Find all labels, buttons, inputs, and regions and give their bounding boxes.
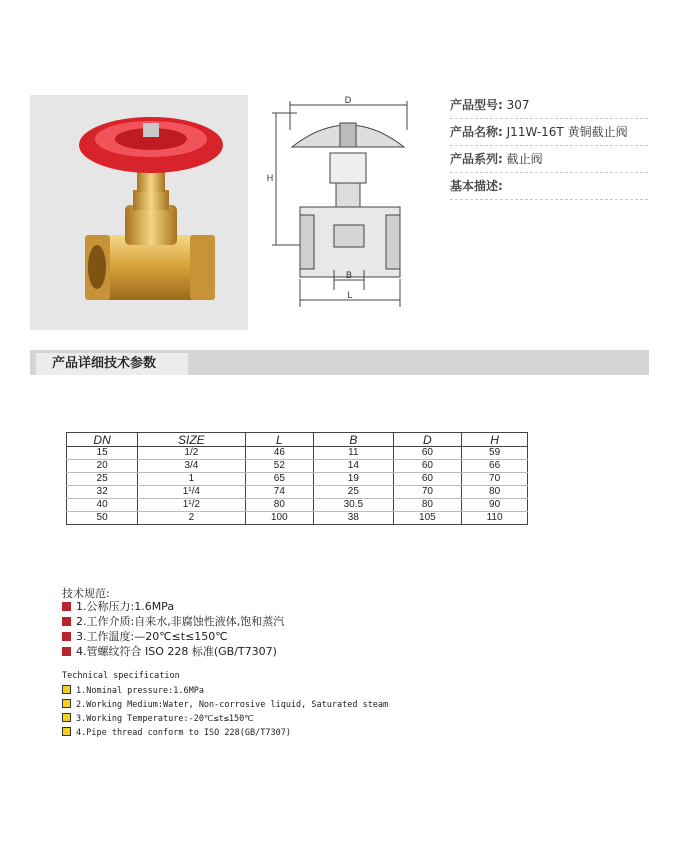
table-header-row [67,433,528,447]
table-cell: 59 [462,447,528,460]
table-cell: 1¹/2 [138,499,245,512]
table-cell: 65 [245,473,314,486]
table-cell: 30.5 [314,499,393,512]
table-cell: 1¹/4 [138,486,245,499]
en-spec-text: 1.Nominal pressure:1.6MPa [76,686,204,696]
table-cell: 100 [245,512,314,525]
en-spec-text: 3.Working Temperature:-20℃≤t≤150℃ [76,714,254,724]
dim-label-l: L [347,290,353,300]
list-item [62,684,388,698]
dim-label-h: H [266,173,274,183]
table-cell: 32 [67,486,138,499]
en-spec-title: Technical specification [62,671,180,681]
info-model-label: 产品型号: [450,98,503,112]
table-row [67,499,528,512]
cn-spec-title: 技术规范: [62,587,110,600]
table-cell: 38 [314,512,393,525]
valve-drawing [262,95,430,310]
list-item [62,614,284,629]
dim-label-b: B [345,270,353,280]
table-cell: 80 [245,499,314,512]
table-row [67,486,528,499]
list-item [62,644,284,659]
info-name-label: 产品名称: [450,125,503,139]
info-series [450,146,648,173]
table-cell: 25 [67,473,138,486]
list-item [62,629,284,644]
cn-spec-text: 3.工作温度:—20℃≤t≤150℃ [76,630,228,643]
table-cell: 110 [462,512,528,525]
cn-spec-text: 4.管螺纹符合 ISO 228 标准(GB/T7307) [76,645,277,658]
info-name [450,119,648,146]
section-header-bar [30,350,649,375]
table-cell: 105 [393,512,462,525]
table-cell: 20 [67,460,138,473]
yellow-square-bullet-icon [62,685,71,694]
red-square-bullet-icon [62,647,71,656]
table-row [67,473,528,486]
table-cell: 11 [314,447,393,460]
yellow-square-bullet-icon [62,727,71,736]
info-model [450,92,648,119]
yellow-square-bullet-icon [62,713,71,722]
table-cell: 66 [462,460,528,473]
table-cell: 70 [393,486,462,499]
col-l: L [245,433,314,447]
en-spec-list [62,684,388,740]
product-info [450,92,648,200]
col-d: D [393,433,462,447]
cn-spec-list [62,599,284,659]
table-cell: 74 [245,486,314,499]
en-spec-text: 4.Pipe thread conform to ISO 228(GB/T7307) [76,728,291,738]
cn-spec-text: 2.工作介质:自来水,非腐蚀性液体,饱和蒸汽 [76,615,285,628]
red-square-bullet-icon [62,617,71,626]
info-series-label: 产品系列: [450,152,503,166]
table-cell: 46 [245,447,314,460]
cn-spec-text: 1.公称压力:1.6MPa [76,600,175,613]
yellow-square-bullet-icon [62,699,71,708]
list-item [62,712,388,726]
table-cell: 14 [314,460,393,473]
table-cell: 70 [462,473,528,486]
table-cell: 60 [393,447,462,460]
en-spec-text: 2.Working Medium:Water, Non-corrosive liquid, Saturated steam [76,700,389,710]
table-cell: 50 [67,512,138,525]
table-cell: 80 [462,486,528,499]
col-h: H [462,433,528,447]
section-title: 产品详细技术参数 [36,353,188,375]
product-photo [30,95,248,330]
list-item [62,599,284,614]
table-row [67,460,528,473]
table-cell: 15 [67,447,138,460]
table-cell: 25 [314,486,393,499]
dim-label-d: D [344,95,352,105]
table-cell: 1/2 [138,447,245,460]
table-row [67,447,528,460]
table-cell: 60 [393,473,462,486]
table-cell: 52 [245,460,314,473]
info-name-value: J11W-16T 黄铜截止阀 [506,125,628,139]
table-cell: 90 [462,499,528,512]
table-cell: 19 [314,473,393,486]
info-description-label: 基本描述: [450,179,503,193]
table-row [67,512,528,525]
info-series-value: 截止阀 [506,152,543,166]
info-description [450,173,648,200]
red-square-bullet-icon [62,602,71,611]
table-cell: 60 [393,460,462,473]
red-square-bullet-icon [62,632,71,641]
info-model-value: 307 [506,98,530,112]
list-item [62,698,388,712]
col-size: SIZE [138,433,245,447]
table-cell: 2 [138,512,245,525]
table-cell: 3/4 [138,460,245,473]
table-cell: 1 [138,473,245,486]
dimension-table [66,432,528,525]
table-cell: 40 [67,499,138,512]
table-cell: 80 [393,499,462,512]
col-dn: DN [67,433,138,447]
col-b: B [314,433,393,447]
list-item [62,726,388,740]
